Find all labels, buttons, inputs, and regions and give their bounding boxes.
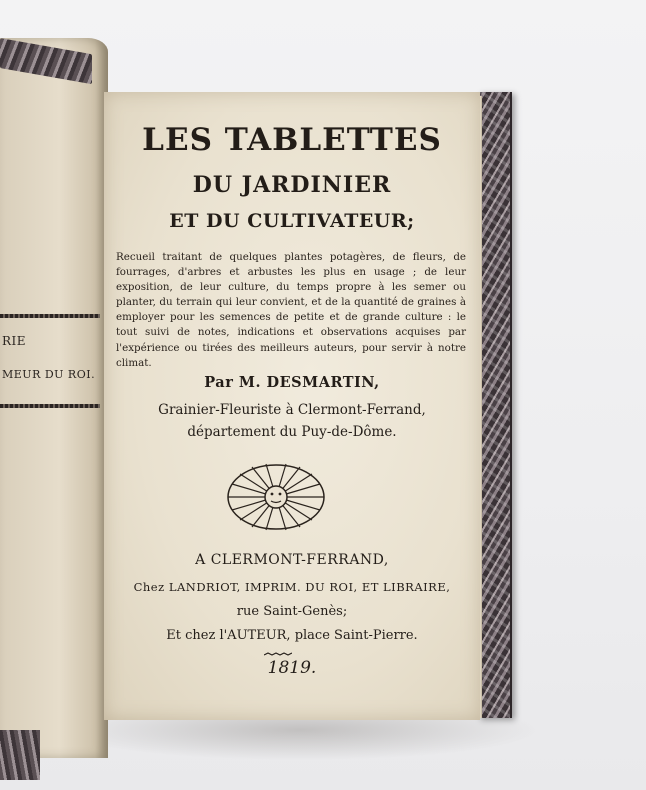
marbled-front-cover-bottom: [0, 730, 40, 780]
spine-label-line1: RIE: [2, 334, 27, 348]
book-description: Recueil traitant de quelques plantes potagères, de fleurs, de fourrages, d'arbres et arbustes les plus en usage ; de leur exposition, de leur culture, du temps propre à les semer ou planter, du terrain qui leur convient, et de la quantité de graines à employer pour les semences de petite et de grande culture : le tout suivi de notes, indications et observations acquises par l'expérience ou tirées des meilleurs auteurs, pour servir à notre climat.: [116, 251, 466, 369]
street-line: rue Saint-Genès;: [236, 604, 348, 619]
left-facing-page: [0, 38, 108, 758]
sun-face-ornament-icon: [226, 462, 326, 532]
author-department: département du Puy-de-Dôme.: [187, 424, 397, 440]
title-page: [104, 92, 480, 720]
book-title-line2: DU JARDINIER: [192, 172, 392, 198]
spine-label-line2: MEUR DU ROI.: [2, 368, 96, 381]
spine-rule-bottom: [0, 404, 100, 408]
book-title-line3: ET DU CULTIVATEUR;: [169, 210, 415, 232]
book-title-line1: LES TABLETTES: [142, 122, 442, 158]
spine-rule-top: [0, 314, 100, 318]
printer-line: Chez LANDRIOT, IMPRIM. DU ROI, ET LIBRAIRE,: [133, 580, 451, 594]
also-sold-line: Et chez l'AUTEUR, place Saint-Pierre.: [166, 628, 418, 643]
publication-year: 1819.: [267, 658, 317, 678]
marbled-back-cover: [478, 92, 512, 718]
author-role: Grainier-Fleuriste à Clermont-Ferrand,: [158, 402, 426, 418]
author-line: Par M. DESMARTIN,: [204, 374, 380, 391]
publication-place: A CLERMONT-FERRAND,: [195, 552, 389, 568]
